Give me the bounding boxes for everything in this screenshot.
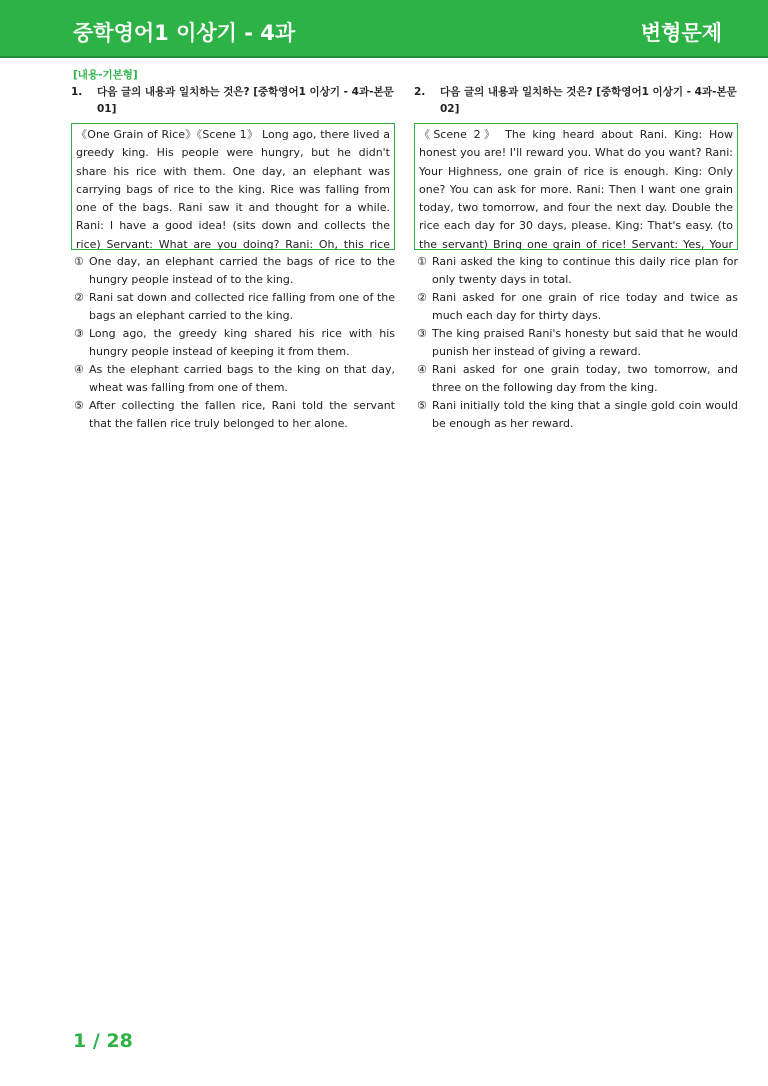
option-text: Rani asked the king to continue this daily rice plan for only twenty days in total.: [432, 255, 738, 286]
option-text: Rani initially told the king that a single gold coin would be enough as her reward.: [432, 399, 738, 430]
header-title: 중학영어1 이상기 - 4과: [73, 21, 296, 45]
question-number: 2.: [414, 86, 426, 98]
option-text: As the elephant carried bags to the king on that day, wheat was falling from one of them.: [89, 363, 395, 394]
option-mark: ④: [417, 363, 427, 376]
option-mark: ③: [417, 327, 427, 340]
question-text: 다음 글의 내용과 일치하는 것은? [중학영어1 이상기 - 4과-본문 01]: [97, 86, 394, 115]
option-1[interactable]: [414, 253, 738, 289]
option-2[interactable]: [414, 289, 738, 325]
option-3[interactable]: [414, 325, 738, 361]
option-text: Rani sat down and collected rice falling from one of the bags an elephant carried to the king.: [89, 291, 395, 322]
option-5[interactable]: [71, 397, 395, 433]
page-header: [0, 0, 768, 58]
option-1[interactable]: [71, 253, 395, 289]
option-3[interactable]: [71, 325, 395, 361]
header-type: 변형문제: [640, 21, 722, 45]
option-text: After collecting the fallen rice, Rani told the servant that the fallen rice truly belonged to her alone.: [89, 399, 395, 430]
option-mark: ⑤: [417, 399, 427, 412]
page-number: 1 / 28: [73, 1030, 133, 1052]
option-4[interactable]: [71, 361, 395, 397]
question-prompt: [71, 84, 395, 118]
section-tag: [내용-기본형]: [73, 69, 138, 81]
option-list: [414, 253, 738, 433]
option-mark: ⑤: [74, 399, 84, 412]
option-4[interactable]: [414, 361, 738, 397]
option-5[interactable]: [414, 397, 738, 433]
option-text: One day, an elephant carried the bags of rice to the hungry people instead of to the king.: [89, 255, 395, 286]
question-2: [414, 84, 738, 433]
option-mark: ②: [417, 291, 427, 304]
option-text: Long ago, the greedy king shared his rice with his hungry people instead of keeping it from them.: [89, 327, 395, 358]
passage-box: 《Scene 2》 The king heard about Rani. King: How honest you are! I'll reward you. What do you want? Rani: Your Highness, one grain of rice is enough. King: Only one? You can ask for more. Rani: Then I want one grain today, two tomorrow, and four the next day. Double the rice each day for 30 days, please. King: That's easy. (to the servant) Bring one grain of rice! Servant: Yes, Your: [414, 123, 738, 250]
option-mark: ④: [74, 363, 84, 376]
question-prompt: [414, 84, 738, 118]
option-list: [71, 253, 395, 433]
option-2[interactable]: [71, 289, 395, 325]
option-mark: ②: [74, 291, 84, 304]
question-number: 1.: [71, 86, 83, 98]
question-text: 다음 글의 내용과 일치하는 것은? [중학영어1 이상기 - 4과-본문 02]: [440, 86, 737, 115]
option-text: Rani asked for one grain of rice today and twice as much each day for thirty days.: [432, 291, 738, 322]
option-mark: ①: [74, 255, 84, 268]
passage-box: 《One Grain of Rice》《Scene 1》 Long ago, there lived a greedy king. His people were hungry, but he didn't share his rice with them. One day, an elephant was carrying bags of rice to the king. Rice was falling from one of the bags. Rani saw it and thought for a while. Rani: I have a good idea! (sits down and collects the rice) Servant: What are you doing? Rani: Oh, this rice: [71, 123, 395, 250]
option-text: Rani asked for one grain today, two tomorrow, and three on the following day from the king.: [432, 363, 738, 394]
option-text: The king praised Rani's honesty but said that he would punish her instead of giving a reward.: [432, 327, 738, 358]
option-mark: ③: [74, 327, 84, 340]
option-mark: ①: [417, 255, 427, 268]
question-1: [71, 84, 395, 433]
